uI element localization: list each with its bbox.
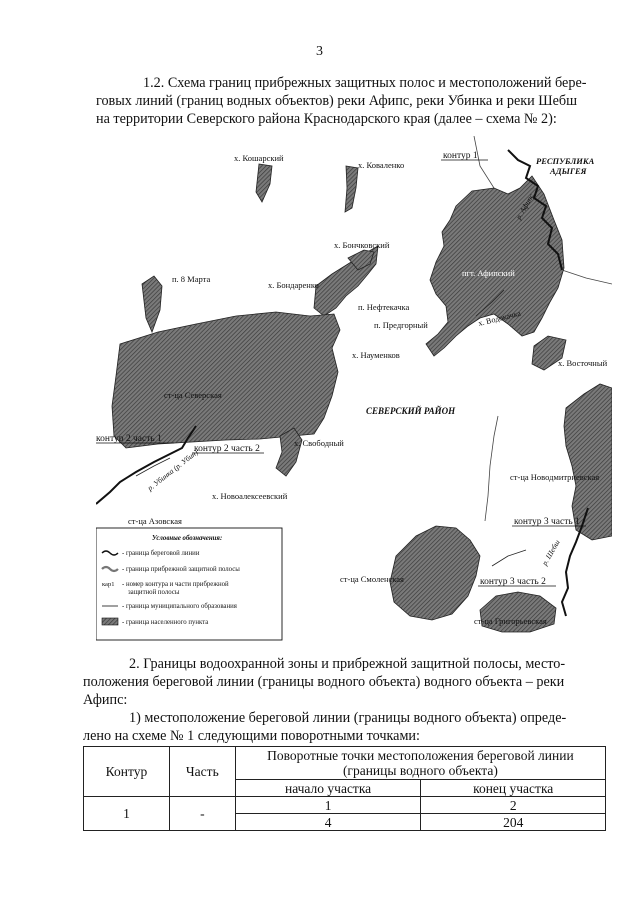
label-bondar: х. Бондаренко bbox=[268, 280, 319, 290]
page-number: 3 bbox=[316, 44, 323, 59]
header-end: конец участка bbox=[421, 780, 606, 797]
row-2-end: 204 bbox=[421, 814, 606, 831]
legend-settlement-symbol bbox=[102, 618, 118, 625]
legend-item-3: - номер контура и части прибрежной bbox=[122, 581, 229, 588]
section-1-2-line-1: 1.2. Схема границ прибрежных защитных полос и местоположений бере- bbox=[143, 75, 587, 91]
header-start: начало участка bbox=[235, 780, 421, 797]
label-r-shebsh: р. Шебш bbox=[539, 538, 562, 567]
label-rep2: АДЫГЕЯ bbox=[550, 166, 587, 176]
header-kontur: Контур bbox=[84, 747, 170, 797]
label-kovalenko: х. Коваленко bbox=[358, 160, 405, 170]
section-2-line-1: 2. Границы водоохранной зоны и прибрежной защитной полосы, место- bbox=[129, 656, 566, 672]
label-naumenkov: х. Науменков bbox=[352, 350, 400, 360]
label-k3p2: контур 3 часть 2 bbox=[480, 577, 546, 587]
label-r-afips: р. Афипс bbox=[513, 192, 536, 221]
label-novoalex: х. Новоалексеевский bbox=[212, 491, 288, 501]
label-bonch: х. Бончковский bbox=[334, 240, 390, 250]
header-points-line-1: Поворотные точки местоположения береговой линии bbox=[267, 748, 574, 763]
grigor-settlement bbox=[480, 592, 556, 632]
label-novodm: ст-ца Новодмитриевская bbox=[510, 472, 600, 482]
label-azovskaya: ст-ца Азовская bbox=[128, 516, 182, 526]
turning-points-table bbox=[83, 746, 606, 831]
legend-item-1: - граница береговой линии bbox=[122, 550, 200, 557]
label-district: СЕВЕРСКИЙ РАЙОН bbox=[366, 406, 456, 416]
kovalenko-settlement bbox=[345, 166, 358, 212]
scheme-2-map bbox=[96, 136, 612, 641]
label-afipsky: пгт. Афипский bbox=[462, 268, 515, 278]
section-1-2-line-2: говых линий (границ водных объектов) реки Афипс, реки Убинка и реки Шебш bbox=[96, 93, 578, 109]
label-severskaya: ст-ца Северская bbox=[164, 390, 222, 400]
header-points bbox=[235, 747, 605, 780]
smolenskaya-settlement bbox=[390, 526, 480, 620]
map-legend bbox=[96, 528, 282, 640]
legend-item-5: - граница населенного пункта bbox=[122, 619, 209, 626]
row-kontur: 1 bbox=[84, 797, 170, 831]
label-kontur1: контур 1 bbox=[443, 151, 478, 161]
label-svobodny: х. Свободный bbox=[294, 438, 344, 448]
label-koshar: х. Кошарский bbox=[234, 153, 284, 163]
severskaya-settlement bbox=[112, 312, 340, 448]
row-1-end: 2 bbox=[421, 797, 606, 814]
label-volchenka: х. Водокачка bbox=[477, 308, 522, 328]
section-2-line-5: лено на схеме № 1 следующими поворотными точками: bbox=[83, 728, 420, 744]
label-k2p1: контур 2 часть 1 bbox=[96, 434, 162, 444]
legend-item-2: - граница прибрежной защитной полосы bbox=[122, 566, 240, 573]
label-predgor: п. Предгорный bbox=[374, 320, 428, 330]
label-smolenskaya: ст-ца Смоленская bbox=[340, 574, 404, 584]
legend-item-3b: защитной полосы bbox=[128, 589, 180, 596]
section-2-line-2: положения береговой линии (границы водного объекта) водного объекта – реки bbox=[83, 674, 565, 690]
legend-item-4: - граница муниципального образования bbox=[122, 603, 237, 610]
legend-title: Условные обозначения: bbox=[152, 535, 223, 542]
row-chast: - bbox=[169, 797, 235, 831]
row-2-start: 4 bbox=[235, 814, 421, 831]
header-points-line-2: (границы водного объекта) bbox=[342, 763, 498, 778]
label-k2p2: контур 2 часть 2 bbox=[194, 444, 260, 454]
label-neftekachka: п. Нефтекачка bbox=[358, 302, 410, 312]
mart8-settlement bbox=[142, 276, 162, 332]
label-mart8: п. 8 Марта bbox=[172, 274, 211, 284]
label-vostochny: х. Восточный bbox=[558, 358, 608, 368]
label-k3p1: контур 3 часть 1 bbox=[514, 517, 580, 527]
row-1-start: 1 bbox=[235, 797, 421, 814]
section-1-2-line-3: на территории Северского района Краснодарского края (далее – схема № 2): bbox=[96, 111, 557, 127]
label-r-ubinka: р. Убинка (р. Убин) bbox=[145, 447, 200, 493]
section-2-line-4: 1) местоположение береговой линии (границы водного объекта) опреде- bbox=[129, 710, 567, 726]
label-rep1: РЕСПУБЛИКА bbox=[536, 156, 595, 166]
label-grigor: ст-ца Григорьевская bbox=[474, 616, 547, 626]
header-chast: Часть bbox=[169, 747, 235, 797]
legend-code-symbol: кар1 bbox=[102, 581, 115, 588]
koshar-settlement bbox=[256, 164, 272, 202]
section-2-line-3: Афипс: bbox=[83, 692, 128, 708]
